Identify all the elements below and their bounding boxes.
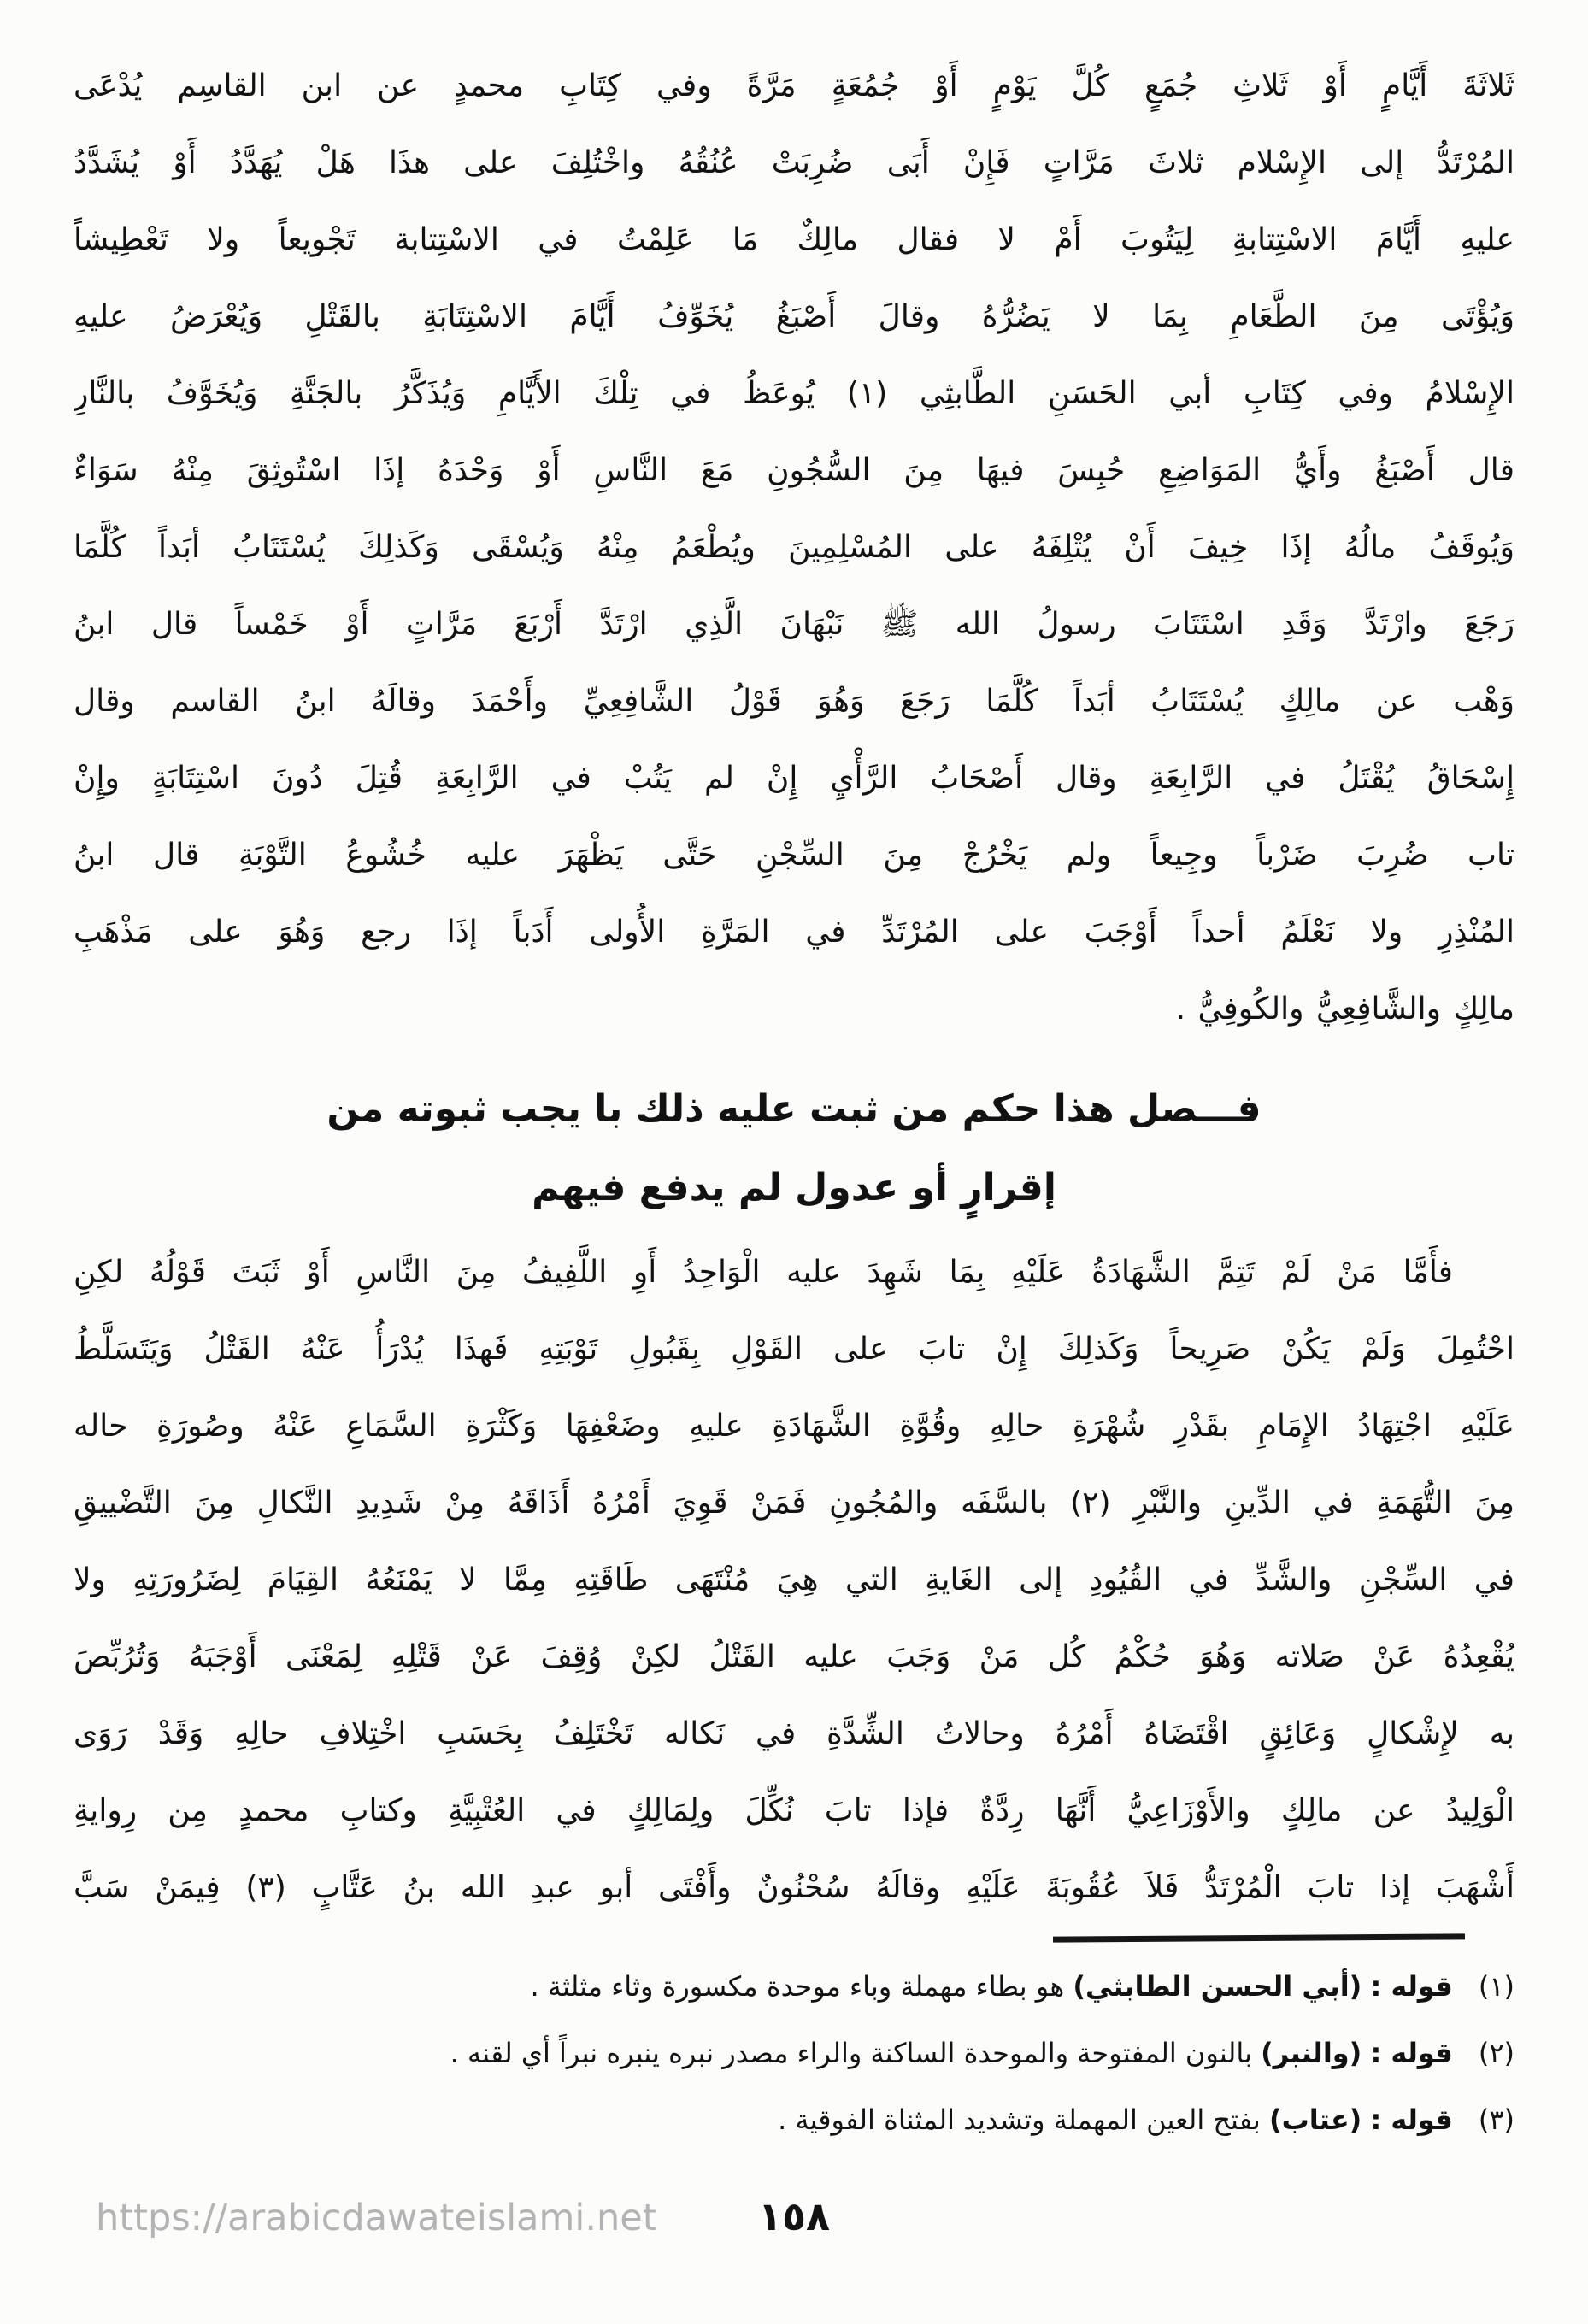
body-line: المُرْتَدُّ إلى الإِسْلام ثلاثَ مَرَّاتٍ فَإِنْ أَبَى ضُرِبَتْ عُنُقُهُ واخْتُلِفَ على هذَا هَلْ يُهَدَّدُ أَوْ يُشَدَّدُ xyxy=(74,145,1514,180)
body-line: ثَلاثَةَ أَيَّامٍ أَوْ ثَلاثِ جُمَعٍ كُلَّ يَوْمٍ أَوْ جُمُعَةٍ مَرَّةً وفي كِتَابِ محمدٍ عن ابن القاسِم يُدْعَى xyxy=(74,68,1514,103)
body-line-with-footnote-ref-2: مِنَ التُّهَمَةِ في الدِّينِ والنَّبْرِ (٢) بالسَّفَه والمُجُونِ فَمَنْ قَوِيَ أَمْرُهُ أَذَاقَهُ مِنْ شَدِيدِ النَّكالِ مِنَ التَّضْييقِ xyxy=(74,1486,1514,1521)
paragraph-first-line: فأَمَّا مَنْ لَمْ تَتِمَّ الشَّهَادَةُ عَلَيْهِ بِمَا شَهِدَ عليه الْوَاحِدُ أَوِ اللَّفِيفُ مِنَ النَّاسِ أَوْ ثَبَتَ قَوْلُهُ لكِنِ xyxy=(74,1255,1453,1290)
footnote-number: (١) xyxy=(1478,1970,1514,2003)
footnote-3 xyxy=(74,2086,1514,2153)
footnote-text xyxy=(778,2086,1453,2153)
body-line: قال أَصْبَغُ وأَيُّ المَوَاضِعِ حُبِسَ فيهَا مِنَ السُّجُونِ مَعَ النَّاسِ أَوْ وَحْدَهُ إذَا اسْتُوثِقَ مِنْهُ سَوَاءٌ xyxy=(74,453,1514,488)
body-line: الْوَلِيدُ عن مالِكٍ والأَوْزَاعِيُّ أَنَّهَا رِدَّةٌ فإذا تابَ نُكِّلَ ولِمَالِكٍ في العُتْبِيَّةِ وكتابِ محمدٍ مِن رِوايةِ xyxy=(74,1793,1514,1828)
body-line-with-footnote-ref-1: الإِسْلامُ وفي كِتَابِ أبي الحَسَنِ الطَّابثِي (١) يُوعَظُ في تِلْكَ الأَيَّامِ وَيُذَكَّرُ بالجَنَّةِ وَيُخَوَّفُ بالنَّارِ xyxy=(74,376,1514,411)
section-heading xyxy=(74,1070,1514,1227)
footnote-number: (٢) xyxy=(1478,2037,1514,2069)
text-column xyxy=(74,48,1514,2153)
body-line: به لإِشْكالٍ وَعَائِقٍ اقْتَضَاهُ أَمْرُهُ وحالاتُ الشِّدَّةِ في نَكاله تَخْتَلِفُ بِحَسَبِ اخْتِلافِ حالِهِ وَقَدْ رَوَى xyxy=(74,1716,1514,1751)
footnote-gloss: هو بطاء مهملة وباء موحدة مكسورة وثاء مثلثة . xyxy=(530,1970,1065,2003)
body-line-with-footnote-ref-3: أَشْهَبَ إذا تابَ الْمُرْتَدُّ فَلاَ عُقُوبَةَ عَلَيْهِ وقالَهُ سُحْنُونٌ وأَفْتَى أبو عبدِ الله بنُ عَتَّابٍ (٣) فِيمَنْ سَبَّ xyxy=(74,1870,1514,1905)
body-line: وَيُؤْتَى مِنَ الطَّعَامِ بِمَا لا يَضُرُّهُ وقالَ أَصْبَغُ يُخَوِّفُ أَيَّامَ الاسْتِتَابَةِ بالقَتْلِ وَيُعْرَضُ عليهِ xyxy=(74,299,1514,334)
footnotes-section xyxy=(74,1953,1514,2153)
footnote-number: (٣) xyxy=(1478,2103,1514,2136)
body-line: إِسْحَاقُ يُقْتَلُ في الرَّابِعَةِ وقال أَصْحَابُ الرَّأْيِ إِنْ لم يَتُبْ في الرَّابِعَةِ قُتِلَ دُونَ اسْتِتَابَةٍ وإِنْ xyxy=(74,761,1514,796)
footnote-term: (عتاب) xyxy=(1268,2103,1362,2136)
footnote-gloss: بفتح العين المهملة وتشديد المثناة الفوقية . xyxy=(778,2103,1261,2136)
body-line: احْتُمِلَ وَلَمْ يَكُنْ صَرِيحاً وَكَذلِكَ إِنْ تابَ على القَوْلِ بِقَبُولِ تَوْبَتِهِ فَهذَا يُدْرَأُ عَنْهُ القَتْلُ وَيَتَسَلَّطُ xyxy=(74,1332,1514,1367)
section-heading-line1: فـــصل هذا حكم من ثبت عليه ذلك با يجب ثبوته من xyxy=(326,1087,1262,1131)
body-line: عليهِ أَيَّامَ الاسْتِتابةِ لِيَتُوبَ أَمْ لا فقال مالِكٌ مَا عَلِمْتُ في الاسْتِتابة تَجْويعاً ولا تَعْطِيشاً xyxy=(74,222,1514,257)
body-line: عَلَيْهِ اجْتِهَادُ الإِمَامِ بقَدْرِ شُهْرَةِ حالِهِ وقُوَّةِ الشَّهَادَةِ عليهِ وضَعْفِهَا وَكَثْرَةِ السَّمَاعِ عَنْهُ وصُورَةِ حاله xyxy=(74,1409,1514,1444)
footnote-gloss: بالنون المفتوحة والموحدة الساكنة والراء مصدر نبره ينبره نبراً أي لقنه . xyxy=(450,2037,1252,2069)
footnote-text xyxy=(450,2020,1453,2086)
watermark-url: https://arabicdawateislami.net xyxy=(96,2197,657,2239)
body-line: يُقْعِدُهُ عَنْ صَلاته وَهُوَ حُكْمُ كُل مَنْ وَجَبَ عليه القَتْلُ لكِنْ وُقِفَ عَنْ قَتْلِهِ لِمَعْنَى أَوْجَبَهُ وَتُرُبِّصَ xyxy=(74,1639,1514,1674)
footnote-separator xyxy=(1053,1933,1465,1942)
page-number: ١٥٨ xyxy=(757,2193,831,2239)
body-line: في السِّجْنِ والشَّدِّ في القُيُودِ إلى الغَايةِ التي هِيَ مُنْتَهَى طَاقَتِهِ مِمَّا لا يَمْنَعُهُ القِيَامَ لِضَرُورَتِهِ ولا xyxy=(74,1562,1514,1597)
footnote-1 xyxy=(74,1953,1514,2020)
footnote-label: قوله : xyxy=(1370,2103,1453,2136)
footnote-label: قوله : xyxy=(1370,2037,1453,2069)
footnote-label: قوله : xyxy=(1370,1970,1453,2003)
paragraph-end-line: مالِكٍ والشَّافِعِيُّ والكُوفِيُّ . xyxy=(1175,991,1514,1027)
body-line: وَهْب عن مالِكٍ يُسْتَتَابُ أبَداً كُلَّمَا رَجَعَ وَهُوَ قَوْلُ الشَّافِعِيِّ وأَحْمَدَ وقالَهُ ابنُ القاسم وقال xyxy=(74,684,1514,719)
section-heading-line2: إقرارٍ أو عدول لم يدفع فيهم xyxy=(532,1166,1056,1209)
body-line: المُنْذِرِ ولا نَعْلَمُ أحداً أَوْجَبَ على المُرْتَدِّ في المَرَّةِ الأُولى أَدَباً إذَا رجع وَهُوَ على مَذْهَبِ xyxy=(74,915,1514,950)
footnote-2 xyxy=(74,2020,1514,2086)
body-line: تاب ضُرِبَ ضَرْباً وجِيعاً ولم يَخْرُجْ مِنَ السِّجْنِ حَتَّى يَظْهَرَ عليه خُشُوعُ التَّوْبَةِ قال ابنُ xyxy=(74,838,1514,873)
body-line: وَيُوقَفُ مالُهُ إذَا خِيفَ أَنْ يُتْلِفَهُ على المُسْلِمِينَ ويُطْعَمُ مِنْهُ وَيُسْقَى وَكَذلِكَ يُسْتَتَابُ أبَداً كُلَّمَا xyxy=(74,530,1514,565)
footnote-term: (أبي الحسن الطابثي) xyxy=(1073,1970,1362,2003)
body-line-with-salawat-ligature: رَجَعَ وارْتَدَّ وَقَدِ اسْتَتَابَ رسولُ الله ﷺ نَبْهَانَ الَّذِي ارْتَدَّ أَرْبَعَ مَرَّاتٍ أَوْ خَمْساً قال ابنُ xyxy=(74,607,1514,642)
footnote-term: (والنبر) xyxy=(1261,2037,1362,2069)
footnote-text xyxy=(531,1953,1453,2020)
